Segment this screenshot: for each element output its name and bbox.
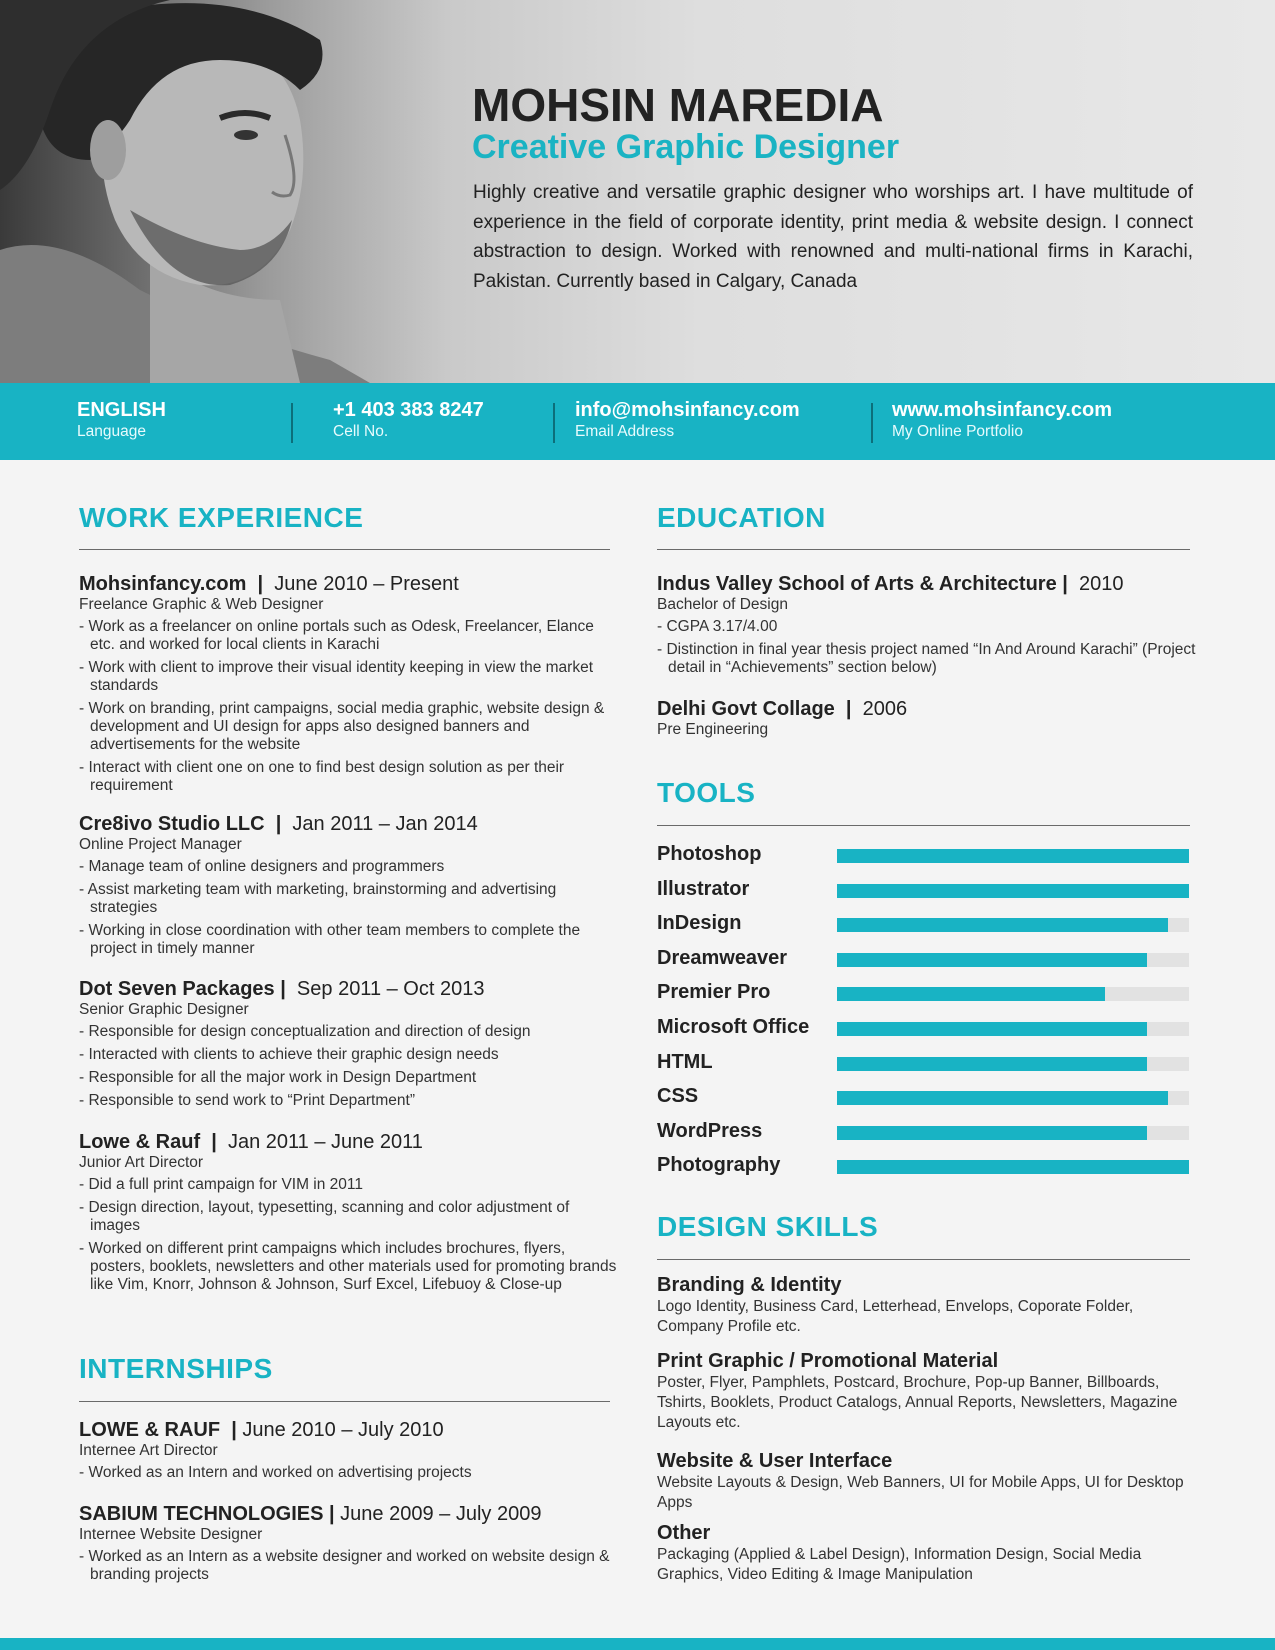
separator: |	[220, 1419, 243, 1441]
list-item: - Working in close coordination with other team members to complete the project in timely manner	[79, 922, 581, 957]
work-period: Jan 2011 – Jan 2014	[292, 813, 478, 835]
tool-level-bar	[837, 1160, 1189, 1174]
tool-name: HTML	[657, 1050, 713, 1073]
work-bullets	[79, 1176, 619, 1294]
list-item: - Work with client to improve their visual identity keeping in view the market standards	[79, 659, 594, 694]
tool-row	[657, 947, 1190, 971]
tool-name: Microsoft Office	[657, 1016, 810, 1038]
skill-heading: Print Graphic / Promotional Material	[657, 1350, 999, 1372]
company-name: Mohsinfancy.com	[79, 573, 247, 595]
internship-period: June 2009 – July 2009	[340, 1503, 542, 1525]
work-entry-header	[79, 978, 619, 1001]
list-item: - Worked as an Intern as a website designer and worked on website design & branding projects	[79, 1548, 610, 1583]
tool-level-bar	[837, 987, 1105, 1001]
tool-name: Dreamweaver	[657, 946, 788, 969]
work-experience-heading: WORK EXPERIENCE	[79, 502, 364, 533]
list-item: - Manage team of online designers and programmers	[79, 858, 445, 875]
tool-level-track	[837, 1057, 1189, 1071]
contact-divider	[871, 403, 873, 443]
tool-level-bar	[837, 849, 1189, 863]
degree: Bachelor of Design	[657, 596, 788, 613]
skill-group	[657, 1450, 1202, 1513]
internship-header	[79, 1503, 619, 1526]
list-item: - Assist marketing team with marketing, brainstorming and advertising strategies	[79, 881, 557, 916]
tool-level-track	[837, 1160, 1189, 1174]
footer-bar	[0, 1638, 1275, 1650]
contact-value[interactable]: info@mohsinfancy.com	[575, 399, 800, 421]
internship-role: Internee Website Designer	[79, 1526, 263, 1543]
section-divider	[657, 1259, 1190, 1260]
work-bullets	[79, 618, 619, 795]
skill-text: Website Layouts & Design, Web Banners, UI for Mobile Apps, UI for Desktop Apps	[657, 1474, 1184, 1511]
section-divider	[657, 825, 1190, 826]
tool-level-bar	[837, 1126, 1147, 1140]
company-name: SABIUM TECHNOLOGIES	[79, 1503, 324, 1525]
tool-level-track	[837, 918, 1189, 932]
contact-value: ENGLISH	[77, 399, 166, 421]
tool-row	[657, 878, 1190, 902]
header-banner	[0, 0, 1275, 383]
tool-name: Premier Pro	[657, 981, 771, 1004]
list-item: - Worked on different print campaigns which includes brochures, flyers, posters, booklets, newsletters and other materials used for promoting brands like Vim, Knorr, Johnson & Johnson, Surf Excel, Lifebuoy & Close-up	[79, 1240, 617, 1293]
contact-language	[77, 399, 166, 441]
contact-divider	[291, 403, 293, 443]
skill-group	[657, 1350, 1202, 1433]
tool-level-bar	[837, 884, 1189, 898]
education-header	[657, 698, 1202, 721]
education-heading: EDUCATION	[657, 502, 826, 533]
school-name: Indus Valley School of Arts & Architecture	[657, 573, 1057, 595]
list-item: - Responsible to send work to “Print Department”	[79, 1092, 415, 1109]
work-entry	[79, 1131, 619, 1299]
internship-entry	[79, 1503, 619, 1589]
company-name: LOWE & RAUF	[79, 1419, 221, 1441]
company-name: Lowe & Rauf	[79, 1131, 201, 1153]
contact-label: Email Address	[575, 423, 675, 440]
separator: |	[246, 573, 275, 595]
company-name: Cre8ivo Studio LLC	[79, 813, 265, 835]
tool-row	[657, 912, 1190, 936]
contact-label: Language	[77, 423, 146, 440]
tool-row	[657, 843, 1190, 867]
list-item: - Design direction, layout, typesetting, scanning and color adjustment of images	[79, 1199, 570, 1234]
work-period: Jan 2011 – June 2011	[227, 1131, 423, 1153]
skill-text: Packaging (Applied & Label Design), Information Design, Social Media Graphics, Video Editing & Image Manipulation	[657, 1546, 1142, 1583]
section-divider	[657, 549, 1190, 550]
separator: |	[1056, 573, 1079, 595]
tool-level-bar	[837, 1091, 1168, 1105]
contact-value[interactable]: +1 403 383 8247	[333, 399, 484, 421]
work-role: Junior Art Director	[79, 1154, 204, 1171]
tool-name: Illustrator	[657, 877, 750, 900]
internship-bullets	[79, 1548, 619, 1584]
intro-paragraph: Highly creative and versatile graphic designer who worships art. I have multitude of experience in the field of corporate identity, print media & website design. I connect abstraction to design. Worked with renowned and multi-national firms in Karachi, Pakistan. Currently based in Calgary, Canada	[473, 182, 1193, 292]
profile-photo	[0, 0, 440, 383]
section-divider	[79, 1401, 610, 1402]
separator: |	[200, 1131, 228, 1153]
list-item: - Distinction in final year thesis project named “In And Around Karachi” (Project detail in “Achievements” section below)	[657, 641, 1196, 676]
internship-role: Internee Art Director	[79, 1442, 218, 1459]
contact-email[interactable]	[575, 399, 800, 441]
internship-period: June 2010 – July 2010	[242, 1419, 444, 1441]
tool-row	[657, 1154, 1190, 1178]
tool-level-track	[837, 1091, 1189, 1105]
work-entry	[79, 813, 619, 963]
skill-text: Logo Identity, Business Card, Letterhead, Envelops, Coporate Folder, Company Profile etc.	[657, 1298, 1134, 1335]
list-item: - Responsible for design conceptualization and direction of design	[79, 1023, 531, 1040]
tool-level-track	[837, 1022, 1189, 1036]
contact-label: Cell No.	[333, 423, 389, 440]
contact-label: My Online Portfolio	[892, 423, 1023, 440]
tool-name: WordPress	[657, 1119, 763, 1142]
skill-heading: Other	[657, 1522, 711, 1544]
work-role: Online Project Manager	[79, 836, 242, 853]
list-item: - Responsible for all the major work in Design Department	[79, 1069, 477, 1086]
work-role: Freelance Graphic & Web Designer	[79, 596, 324, 613]
list-item: - Interacted with clients to achieve their graphic design needs	[79, 1046, 499, 1063]
tool-name: CSS	[657, 1085, 699, 1108]
work-entry-header	[79, 573, 619, 596]
education-entry	[657, 698, 1202, 743]
separator: |	[264, 813, 293, 835]
internships-heading: INTERNSHIPS	[79, 1353, 273, 1384]
separator: |	[274, 978, 297, 1000]
education-year: 2010	[1078, 573, 1124, 595]
list-item: - Worked as an Intern and worked on advertising projects	[79, 1464, 472, 1481]
company-name: Dot Seven Packages	[79, 978, 275, 1000]
skill-heading: Branding & Identity	[657, 1274, 842, 1296]
tool-row	[657, 1051, 1190, 1075]
list-item: - Work as a freelancer on online portals such as Odesk, Freelancer, Elance etc. and worked for local clients in Karachi	[79, 618, 594, 653]
skill-heading: Website & User Interface	[657, 1450, 893, 1472]
internship-bullets	[79, 1464, 619, 1482]
work-period: Sep 2011 – Oct 2013	[296, 978, 485, 1000]
section-divider	[79, 549, 610, 550]
work-role: Senior Graphic Designer	[79, 1001, 249, 1018]
tool-level-bar	[837, 1022, 1147, 1036]
tool-level-bar	[837, 1057, 1147, 1071]
education-header	[657, 573, 1202, 596]
tool-name: InDesign	[657, 912, 742, 935]
tool-level-track	[837, 987, 1189, 1001]
tools-heading: TOOLS	[657, 777, 756, 808]
education-year: 2006	[862, 698, 908, 720]
work-period: June 2010 – Present	[274, 573, 459, 595]
internship-header	[79, 1419, 619, 1442]
contact-website[interactable]	[892, 399, 1112, 441]
list-item: - Did a full print campaign for VIM in 2011	[79, 1176, 364, 1193]
skill-group	[657, 1522, 1202, 1585]
work-entry-header	[79, 813, 619, 836]
contact-bar	[0, 383, 1275, 460]
tool-level-track	[837, 849, 1189, 863]
design-skills-heading: DESIGN SKILLS	[657, 1211, 879, 1242]
tool-level-track	[837, 953, 1189, 967]
work-entry	[79, 978, 619, 1115]
tool-level-bar	[837, 918, 1168, 932]
list-item: - Work on branding, print campaigns, social media graphic, website design & development and UI design for apps also designed banners and advertisements for the website	[79, 700, 605, 753]
education-bullets	[657, 618, 1202, 677]
tool-name: Photography	[657, 1154, 781, 1177]
tool-row	[657, 1120, 1190, 1144]
school-name: Delhi Govt Collage	[657, 698, 835, 720]
list-item: - Interact with client one on one to find best design solution as per their requirement	[79, 759, 565, 794]
candidate-title: Creative Graphic Designer	[472, 128, 900, 166]
work-bullets	[79, 1023, 619, 1110]
tool-row	[657, 1085, 1190, 1109]
internship-entry	[79, 1419, 619, 1487]
education-entry	[657, 573, 1202, 682]
degree: Pre Engineering	[657, 721, 769, 738]
separator: |	[834, 698, 863, 720]
candidate-name: MOHSIN MAREDIA	[472, 79, 884, 131]
skill-group	[657, 1274, 1202, 1337]
work-entry	[79, 573, 619, 800]
tool-row	[657, 1016, 1190, 1040]
work-entry-header	[79, 1131, 619, 1154]
tool-row	[657, 981, 1190, 1005]
tool-level-track	[837, 884, 1189, 898]
tool-level-bar	[837, 953, 1147, 967]
list-item: - CGPA 3.17/4.00	[657, 618, 778, 635]
work-bullets	[79, 858, 619, 958]
contact-phone[interactable]	[333, 399, 484, 441]
tool-level-track	[837, 1126, 1189, 1140]
contact-value[interactable]: www.mohsinfancy.com	[892, 399, 1113, 421]
separator: |	[323, 1503, 341, 1525]
tool-name: Photoshop	[657, 843, 762, 865]
skill-text: Poster, Flyer, Pamphlets, Postcard, Brochure, Pop-up Banner, Billboards, Tshirts, Booklets, Product Catalogs, Annual Reports, Newsletters, Magazine Layouts etc.	[657, 1374, 1178, 1431]
contact-divider	[553, 403, 555, 443]
